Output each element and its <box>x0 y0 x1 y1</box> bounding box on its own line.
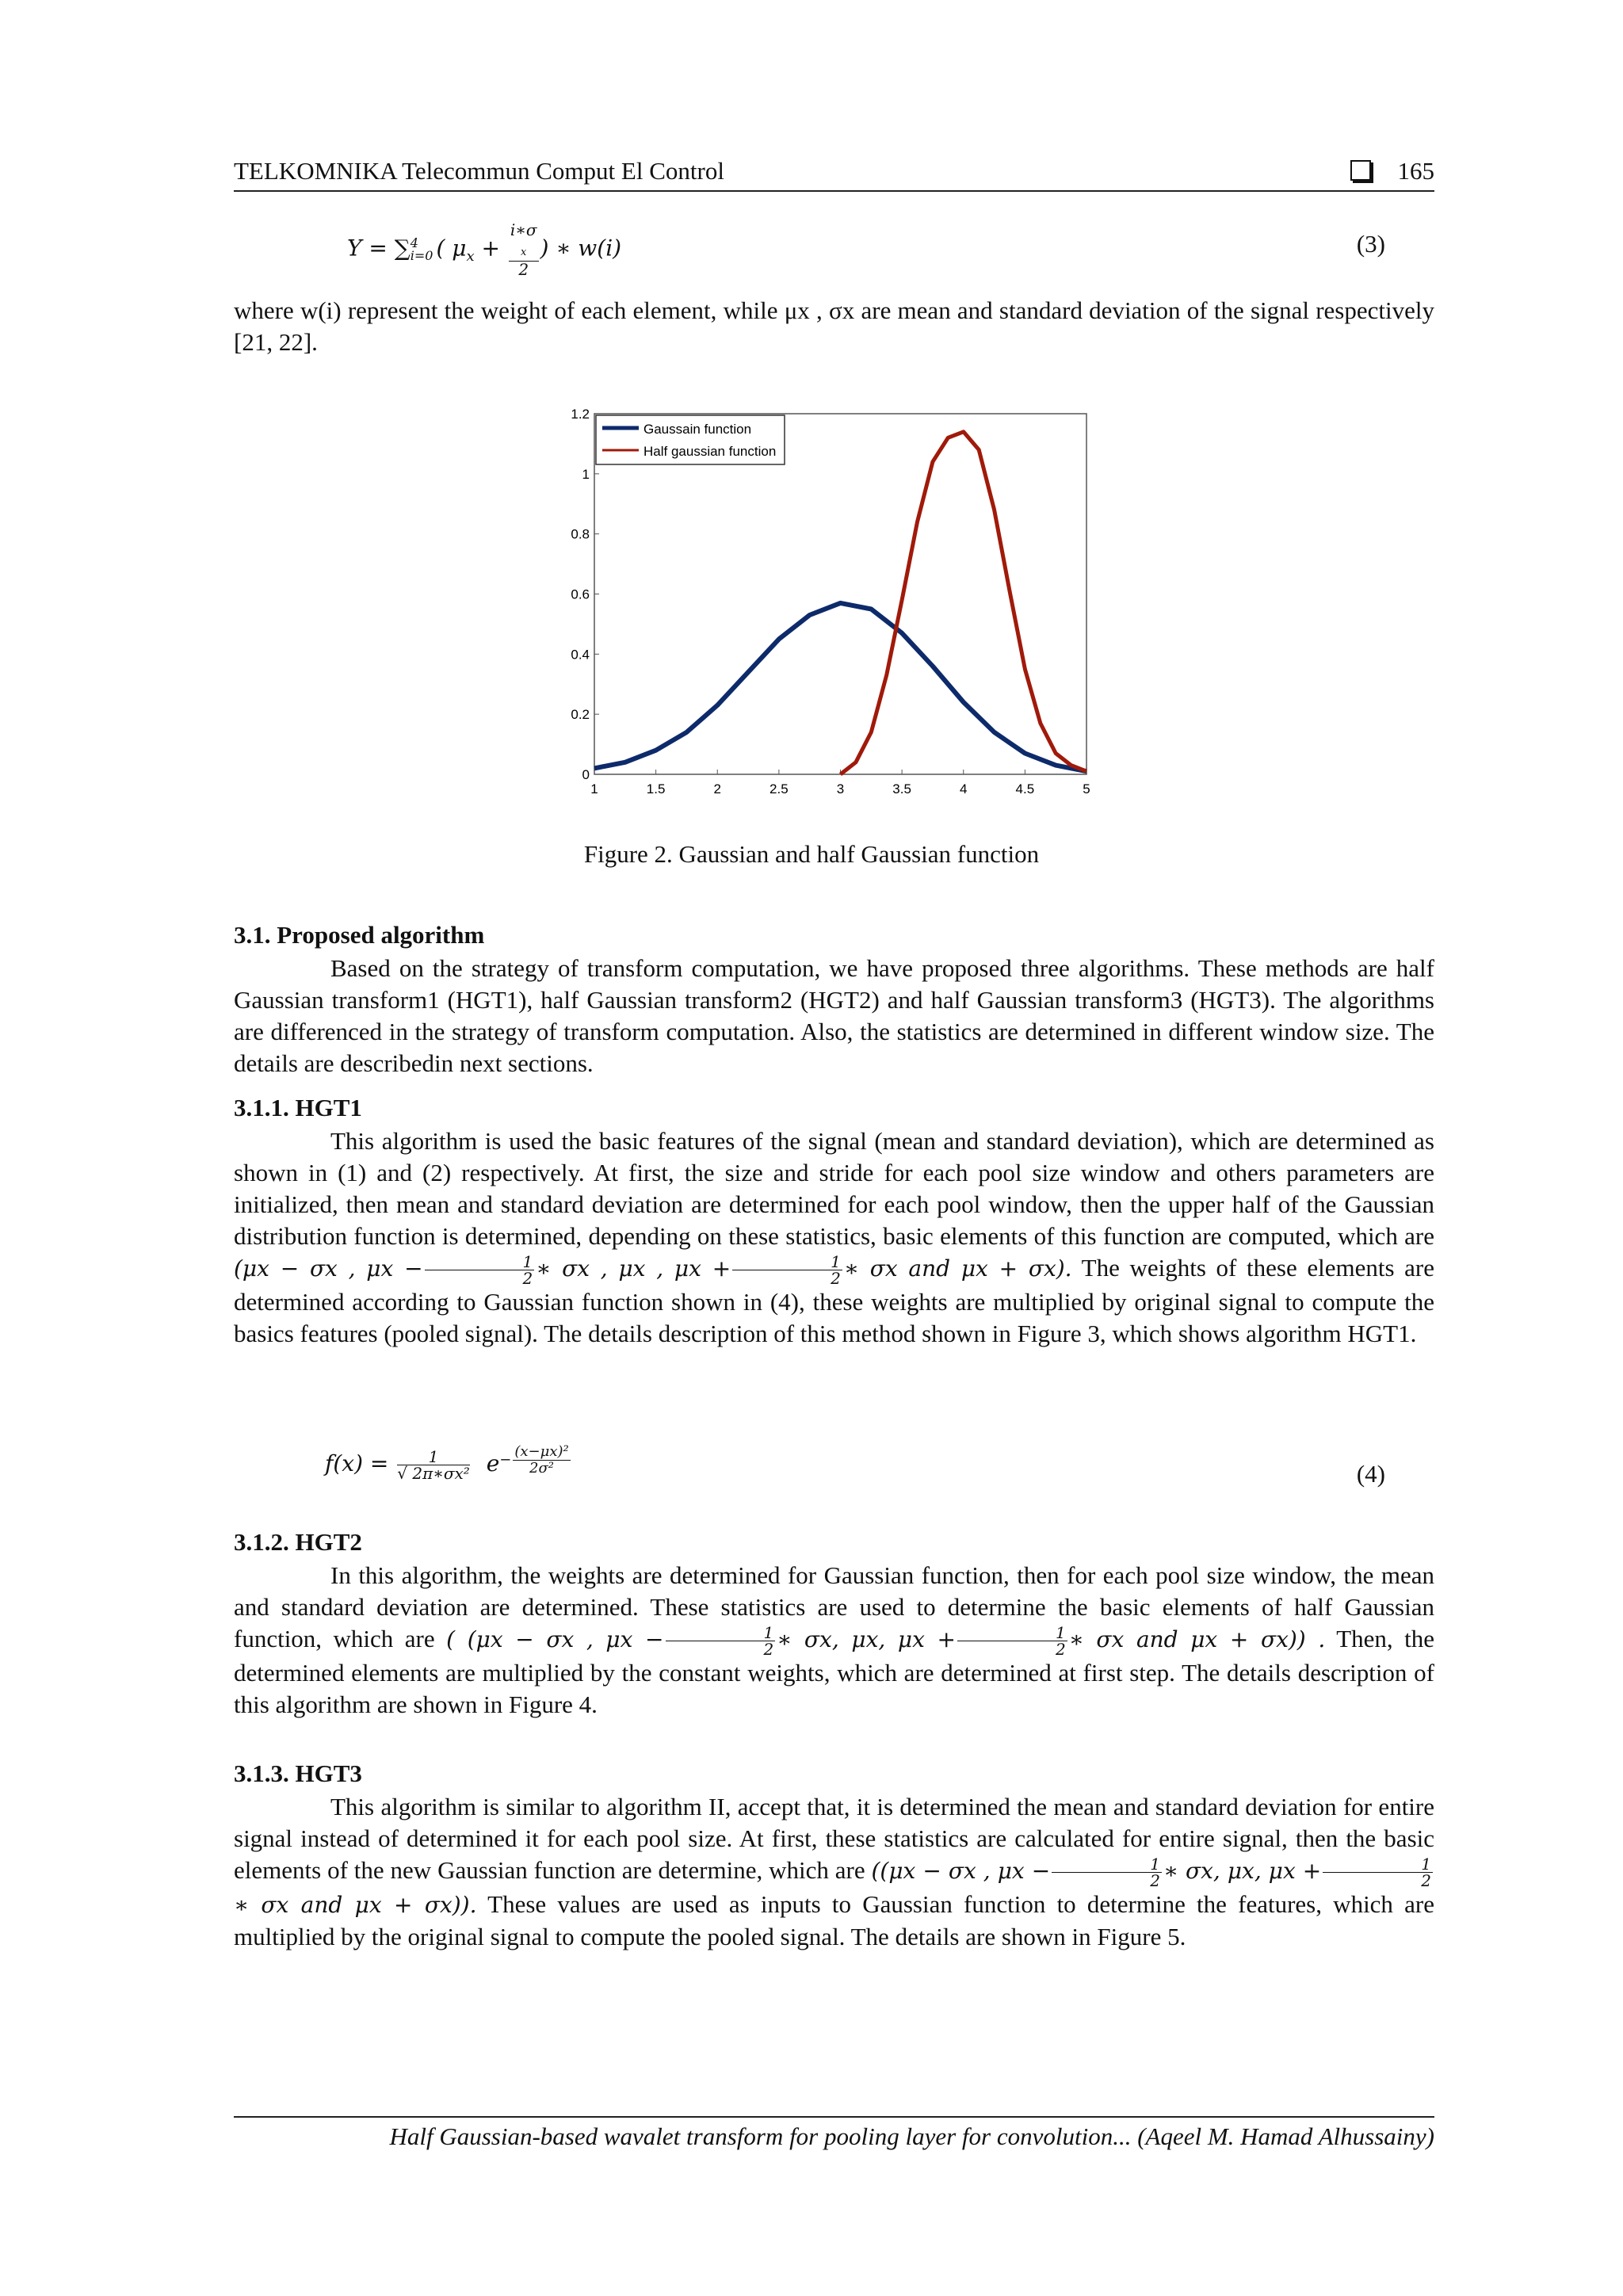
x-tick-label: 3 <box>836 781 845 797</box>
y-tick-label: 1.2 <box>571 407 590 422</box>
x-tick-label: 1.5 <box>646 781 666 797</box>
gaussian-chart <box>555 396 1102 824</box>
y-tick-label: 0.8 <box>571 526 590 542</box>
elements-expression: ( (μx − σx , μx − $\frac{1}{2}$ ∗ σx, μx, μx + $\frac{1}{2}$ ∗ σx and μx + σx)) . <box>446 1623 1326 1659</box>
x-tick-label: 3.5 <box>892 781 911 797</box>
x-tick-label: 2.5 <box>769 781 789 797</box>
legend-label-gaussian: Gaussain function <box>643 422 752 437</box>
section-3-1-3-heading: 3.1.3. HGT3 <box>234 1759 362 1787</box>
section-3-1-3-text: This algorithm is similar to algorithm II, accept that, it is determined the mean and standard deviation for entire signal instead of determined it for each pool size. At first, these statistics are calculated for entire signal, then the basic elements of the new Gaussian function are determine, which are ((μx − σx , μx − $\frac{1}{2}$ ∗ σx, μx, μx + $\frac{1}{2}$ ∗ σx and μx + σx)). These values are used as inputs to Gaussian function to determine the features, which are multiplied by the original signal to compute the pooled signal. The details are shown in Figure 5. <box>234 1793 1434 1950</box>
where-paragraph: where w(i) represent the weight of each element, while μx , σx are mean and standard deviation of the signal respectively [21, 22]. <box>234 296 1434 356</box>
x-tick-label: 2 <box>713 781 721 797</box>
running-footer <box>234 2116 1434 2151</box>
legend-label-half-gaussian: Half gaussian function <box>643 444 777 459</box>
elements-expression: (μx − σx , μx − $\frac{1}{2}$ ∗ σx , μx , μx + $\frac{1}{2}$ ∗ σx and μx + σx). <box>234 1252 1072 1288</box>
journal-title: TELKOMNIKA Telecommun Comput El Control <box>234 157 724 185</box>
x-tick-label: 4.5 <box>1015 781 1035 797</box>
equation-4-number: (4) <box>1356 1460 1385 1488</box>
x-tick-label: 5 <box>1083 781 1090 797</box>
section-3-1-1-heading: 3.1.1. HGT1 <box>234 1094 362 1121</box>
box-icon <box>1350 160 1371 181</box>
equation-4: f(x) = $\frac{1}{\text{√ 2π∗σx²}}$ e− $\frac{\text{(x−μx)²}}{\text{2σ²}}$ <box>325 1443 569 1483</box>
y-tick-label: 0.4 <box>571 647 590 663</box>
y-tick-label: 0.6 <box>571 586 590 602</box>
y-tick-label: 0.2 <box>571 707 590 723</box>
page-number: 165 <box>1397 157 1434 185</box>
y-tick-label: 0 <box>582 767 590 782</box>
equation-3: Y = ∑ 4 i=0 ( $\mu_x$ + i∗σ $_x$ 2 ) ∗ w(i) <box>347 220 622 279</box>
footer-text: Half Gaussian-based wavalet transform for pooling layer for convolution... (Aqeel M. Hamad Alhussainy) <box>389 2122 1434 2150</box>
section-3-1-heading: 3.1. Proposed algorithm <box>234 921 485 949</box>
figure-2-caption: Figure 2. Gaussian and half Gaussian function <box>583 840 1040 868</box>
section-3-1-2-text: In this algorithm, the weights are determined for Gaussian function, then for each pool size window, the mean and standard deviation are determined. These statistics are used to determine the basic elements of half Gaussian function, which are ( (μx − σx , μx − $\frac{1}{2}$ ∗ σx, μx, μx + $\frac{1}{2}$ ∗ σx and μx + σx)) . Then, the determined elements are multiplied by the constant weights, which are determined at first step. The details description of this algorithm are shown in Figure 4. <box>234 1561 1435 1718</box>
plot-area <box>594 414 1086 774</box>
running-header <box>234 155 1434 192</box>
equation-3-number: (3) <box>1356 230 1385 258</box>
y-tick-label: 1 <box>582 466 590 482</box>
elements-expression: ((μx − σx , μx − $\frac{1}{2}$ ∗ σx, μx, μx + $\frac{1}{2}$ ∗ σx and μx + σx)). <box>234 1855 1432 1918</box>
section-3-1-text: Based on the strategy of transform computation, we have proposed three algorithms. These methods are half Gaussian transform1 (HGT1), half Gaussian transform2 (HGT2) and half Gaussian transform3 (HGT3). The algorithms are differenced in the strategy of transform computation. Also, the statistics are determined in different window size. The details are describedin next sections. <box>234 954 1434 1077</box>
x-tick-label: 4 <box>960 781 968 797</box>
section-3-1-2-heading: 3.1.2. HGT2 <box>234 1528 362 1556</box>
legend <box>596 415 785 464</box>
section-3-1-1-text: This algorithm is used the basic features of the signal (mean and standard deviation), which are determined as shown in (1) and (2) respectively. At first, the size and stride for each pool size window and others parameters are initialized, then mean and standard deviation are determined for each pool window, then the upper half of the Gaussian distribution function is determined, depending on these statistics, basic elements of this function are computed, which are (μx − σx , μx − $\frac{1}{2}$ ∗ σx , μx , μx + $\frac{1}{2}$ ∗ σx and μx + σx). The weights of these elements are determined according to Gaussian function shown in (4), these weights are multiplied by original signal to compute the basics features (pooled signal). The details description of this method shown in Figure 3, which shows algorithm HGT1. <box>234 1127 1434 1347</box>
x-tick-label: 1 <box>590 781 598 797</box>
